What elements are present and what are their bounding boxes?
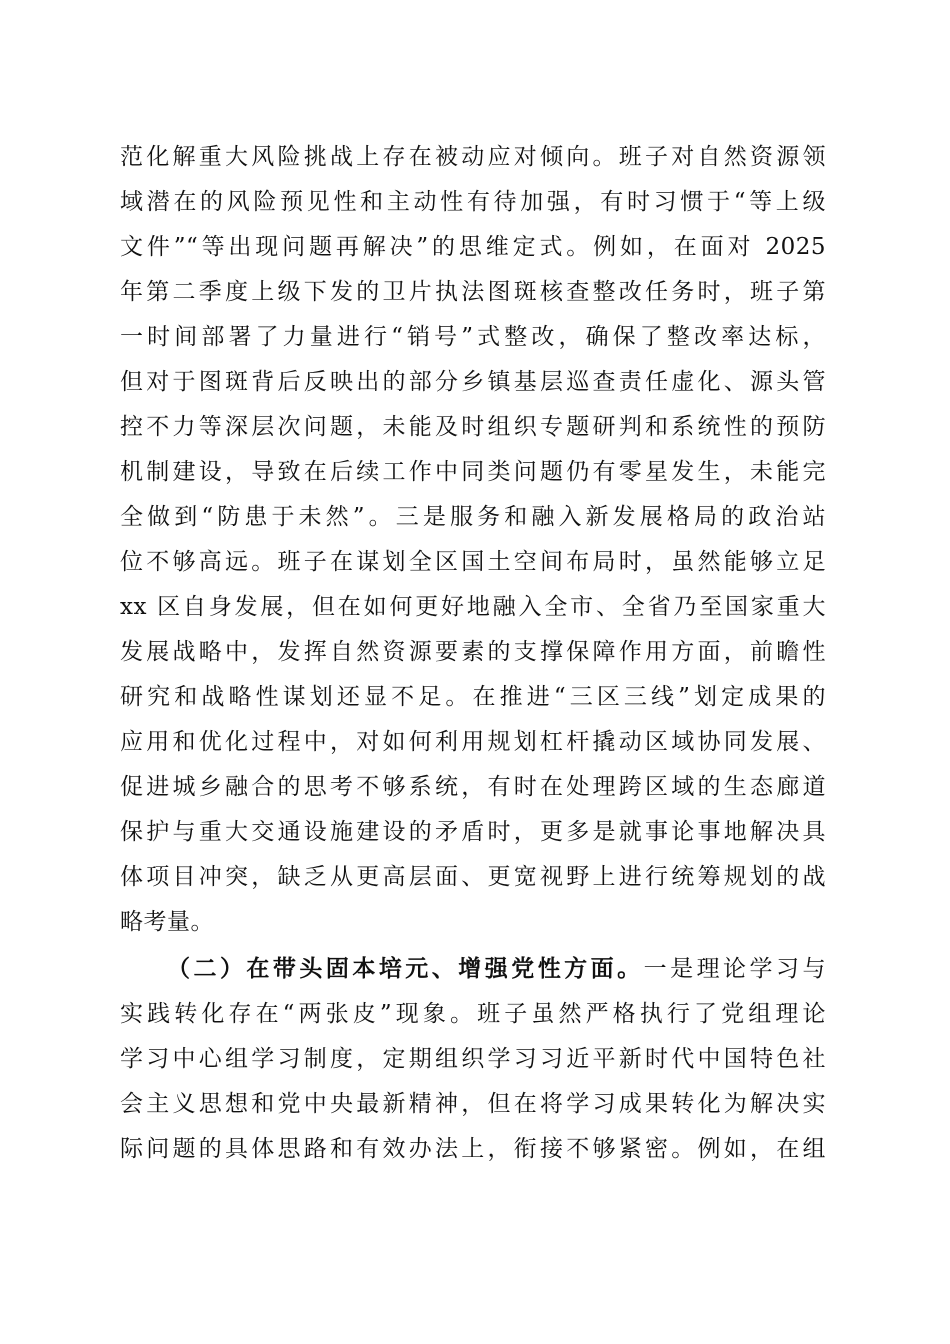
section-heading-line: [167, 949, 826, 989]
body-text-line: 位不够高远。班子在谋划全区国土空间布局时，虽然能够立足: [120, 549, 826, 575]
body-text-line: 体项目冲突，缺乏从更高层面、更宽视野上进行统筹规划的战: [120, 864, 826, 890]
body-text-line-last: 略考量。: [120, 909, 214, 935]
body-text-line: 全做到“防患于未然”。三是服务和融入新发展格局的政治站: [120, 504, 826, 530]
body-text-line: 机制建设，导致在后续工作中同类问题仍有零星发生，未能完: [120, 459, 826, 485]
body-text-line: 文件”“等出现问题再解决”的思维定式。例如，在面对 2025: [120, 234, 826, 260]
body-text-line: 际问题的具体思路和有效办法上，衔接不够紧密。例如，在组: [120, 1136, 826, 1162]
body-text-line: 一时间部署了力量进行“销号”式整改，确保了整改率达标，: [120, 324, 826, 350]
body-text-line: 域潜在的风险预见性和主动性有待加强，有时习惯于“等上级: [120, 189, 826, 215]
body-text-line: xx 区自身发展，但在如何更好地融入全市、全省乃至国家重大: [120, 594, 826, 620]
body-text-line: 保护与重大交通设施建设的矛盾时，更多是就事论事地解决具: [120, 819, 826, 845]
body-text-line: 控不力等深层次问题，未能及时组织专题研判和系统性的预防: [120, 414, 826, 440]
body-text-line: 但对于图斑背后反映出的部分乡镇基层巡查责任虚化、源头管: [120, 369, 826, 395]
body-text-line: 年第二季度上级下发的卫片执法图斑核查整改任务时，班子第: [120, 279, 826, 305]
body-text-line: 促进城乡融合的思考不够系统，有时在处理跨区域的生态廊道: [120, 774, 826, 800]
body-text-line: 实践转化存在“两张皮”现象。班子虽然严格执行了党组理论: [120, 1001, 826, 1027]
body-text-line: 会主义思想和党中央最新精神，但在将学习成果转化为解决实: [120, 1091, 826, 1117]
section-heading: （二）在带头固本培元、增强党性方面。: [167, 955, 644, 982]
body-text-line: 发展战略中，发挥自然资源要素的支撑保障作用方面，前瞻性: [120, 639, 826, 665]
body-text-line: 范化解重大风险挑战上存在被动应对倾向。班子对自然资源领: [120, 144, 826, 170]
body-text-line: 应用和优化过程中，对如何利用规划杠杆撬动区域协同发展、: [120, 729, 826, 755]
body-text-line: 学习中心组学习制度，定期组织学习习近平新时代中国特色社: [120, 1046, 826, 1072]
body-text-line: 研究和战略性谋划还显不足。在推进“三区三线”划定成果的: [120, 684, 826, 710]
section-heading-continuation: 一是理论学习与: [643, 956, 827, 982]
